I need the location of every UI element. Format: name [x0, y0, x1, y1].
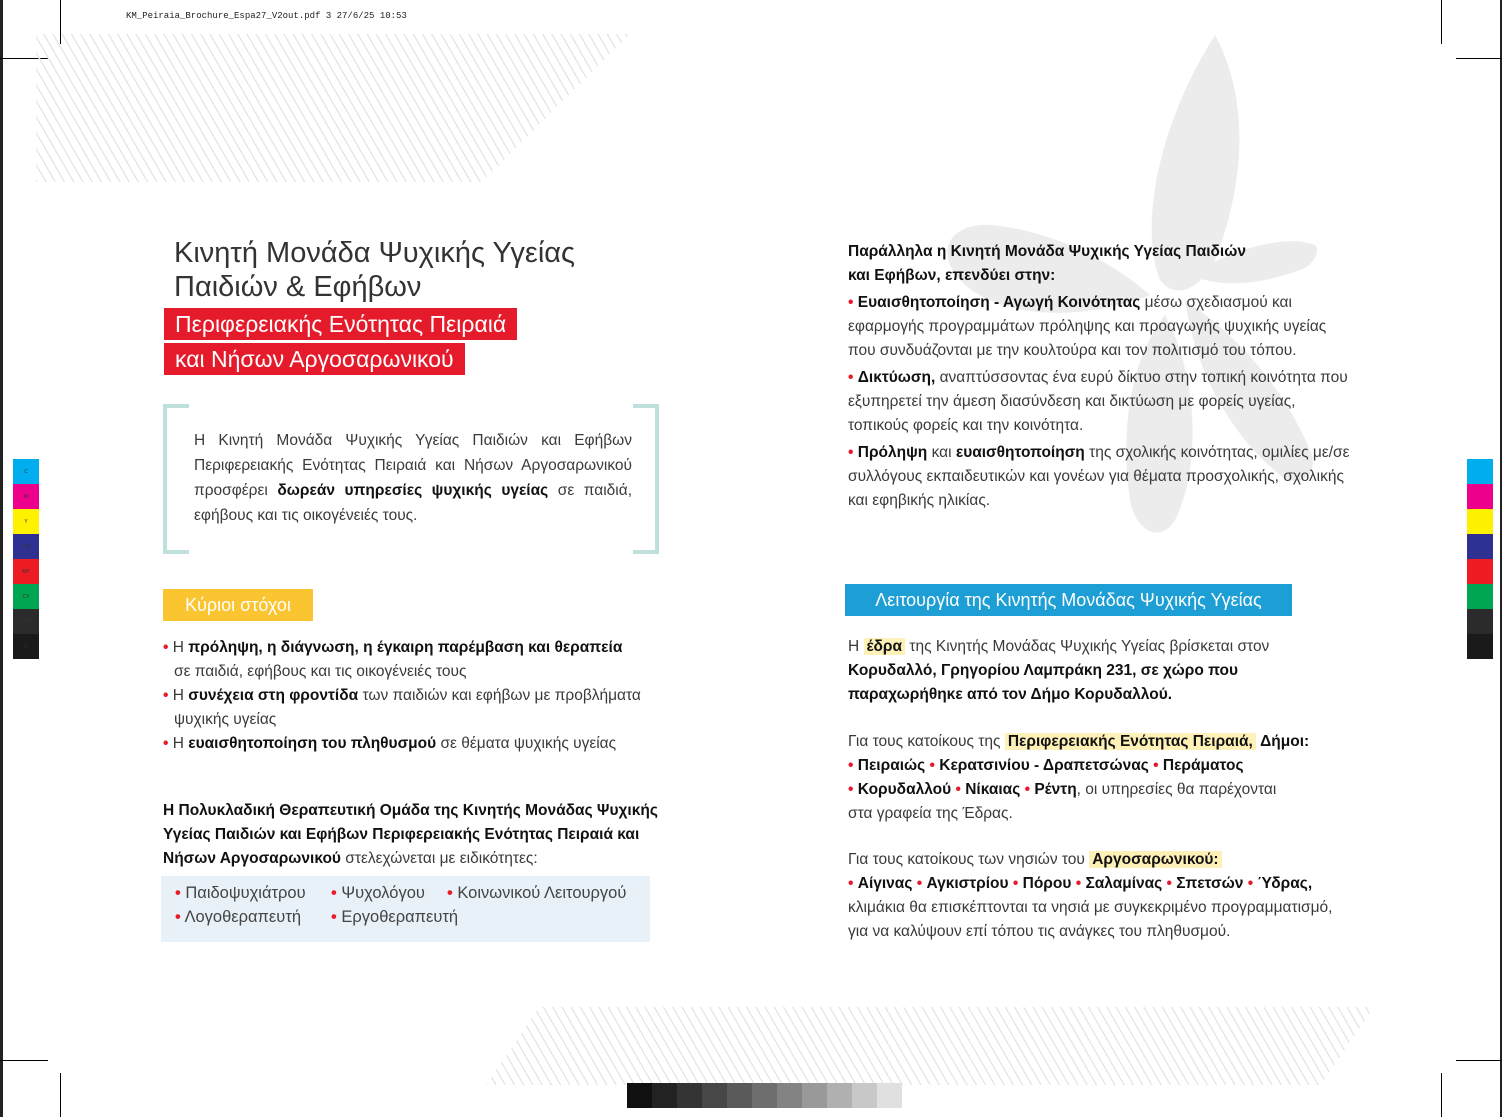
swatch-c: C	[13, 459, 39, 484]
title-highlight-line1: Περιφερειακής Ενότητας Πειραιά	[164, 308, 517, 340]
bullet-dot: •	[163, 735, 169, 752]
goal-item: • Η ευαισθητοποίηση του πληθυσμού σε θέματα ψυχικής υγείας	[163, 735, 617, 752]
swatch-my	[1467, 559, 1493, 584]
islands-paragraph: Για τους κατοίκους των νησιών του Αργοσαρωνικού: • Αίγινας • Αγκιστρίου • Πόρου • Σαλαμίνας • Σπετσών • Ύδρας, κλιμάκια θα επισκέπτονται τα νησιά με συγκεκριμένο προγραμματισμό, για να καλύψουν επί τόπου τις ανάγκες του πληθυσμού.	[848, 851, 1333, 940]
crop-mark	[0, 1060, 48, 1061]
swatch-cy: CY	[13, 584, 39, 609]
page-title-line1: Κινητή Μονάδα Ψυχικής Υγείας	[174, 237, 576, 269]
gray-step	[777, 1083, 802, 1108]
swatch-y: Y	[13, 509, 39, 534]
hatch-band-top	[36, 34, 630, 182]
seat-highlight: έδρα	[864, 638, 906, 655]
swatch-cm	[1467, 534, 1493, 559]
swatch-my: MY	[13, 559, 39, 584]
swatch-k: K	[13, 634, 39, 659]
gray-step	[852, 1083, 877, 1108]
crop-mark	[1456, 1060, 1502, 1061]
specialty-item: • Κοινωνικού Λειτουργού	[447, 884, 627, 902]
page-title-line2: Παιδιών & Εφήβων	[174, 271, 422, 303]
hatch-band-bottom	[486, 1007, 1374, 1085]
gray-step	[677, 1083, 702, 1108]
islands-highlight: Αργοσαρωνικού:	[1089, 851, 1221, 868]
quote-bracket-right	[633, 404, 659, 554]
goal-item: • Η συνέχεια στη φροντίδα των παιδιών και εφήβων με προβλήματα ψυχικής υγείας	[163, 687, 641, 728]
bullet-dot: •	[163, 687, 169, 704]
gray-step	[702, 1083, 727, 1108]
right-intro: Παράλληλα η Κινητή Μονάδα Ψυχικής Υγείας Παιδιών και Εφήβων, επενδύει στην:	[848, 243, 1246, 284]
swatch-cm: CM	[13, 534, 39, 559]
file-slug: KM_Peiraia_Brochure_Espa27_V2out.pdf 3 27/6/25 10:53	[126, 11, 407, 21]
right-bullet-item: • Πρόληψη και ευαισθητοποίηση της σχολικής κοινότητας, ομιλίες με/σε συλλόγους εκπαιδευτικών και γονέων για θέματα προσχολικής, σχολικής και εφηβικής ηλικίας.	[848, 444, 1350, 509]
swatch-cmy	[1467, 609, 1493, 634]
right-bullet-item: • Δικτύωση, αναπτύσσοντας ένα ευρύ δίκτυο στην τοπική κοινότητα που εξυπηρετεί την άμεση διασύνδεση και δικτύωση με φορείς υγείας, τοπικούς φορείς και την κοινότητα.	[848, 369, 1348, 434]
goals-badge: Κύριοι στόχοι	[163, 589, 313, 621]
seat-paragraph: Η έδρα της Κινητής Μονάδας Ψυχικής Υγείας βρίσκεται στον Κορυδαλλό, Γρηγορίου Λαμπράκη 231, σε χώρο που παραχωρήθηκε από τον Δήμο Κορυδαλλού.	[848, 638, 1270, 703]
piraeus-highlight: Περιφερειακής Ενότητας Πειραιά,	[1005, 733, 1256, 750]
swatch-cy	[1467, 584, 1493, 609]
gray-step	[877, 1083, 902, 1108]
gray-step	[627, 1083, 652, 1108]
specialty-item: • Παιδοψυχιάτρου	[175, 884, 306, 902]
color-swatches-right	[1467, 459, 1493, 659]
gray-step-bar	[627, 1083, 902, 1108]
specialty-item: • Εργοθεραπευτή	[331, 908, 459, 926]
intro-text: Η Κινητή Μονάδα Ψυχικής Υγείας Παιδιών και Εφήβων Περιφερειακής Ενότητας Πειραιά και Νήσων Αργοσαρωνικού προσφέρει δωρεάν υπηρεσίες ψυχικής υγείας σε παιδιά, εφήβους και τις οικογένειές τους.	[194, 432, 632, 524]
swatch-y	[1467, 509, 1493, 534]
goal-rest: των παιδιών και εφήβων με προβλήματα	[362, 687, 641, 704]
bullet-dot: •	[163, 639, 169, 656]
crop-mark	[1441, 0, 1442, 44]
specialties-box	[161, 876, 650, 942]
color-swatches-left	[13, 459, 39, 659]
swatch-m: M	[13, 484, 39, 509]
crop-mark	[1441, 1073, 1442, 1117]
gray-step	[752, 1083, 777, 1108]
swatch-k	[1467, 634, 1493, 659]
piraeus-paragraph: Για τους κατοίκους της Περιφερειακής Ενότητας Πειραιά, Δήμοι: • Πειραιώς • Κερατσινίου - Δραπετσώνας • Περάματος • Κορυδαλλού • Νίκαιας • Ρέντη, οι υπηρεσίες θα παρέχονται στα γραφεία της Έδρας.	[848, 733, 1310, 822]
quote-bracket-left	[163, 404, 189, 554]
gray-step	[827, 1083, 852, 1108]
swatch-c	[1467, 459, 1493, 484]
gray-step	[802, 1083, 827, 1108]
specialty-item: • Ψυχολόγου	[331, 884, 425, 902]
crop-mark	[1456, 58, 1502, 59]
goal-item: • Η πρόληψη, η διάγνωση, η έγκαιρη παρέμβαση και θεραπεία σε παιδιά, εφήβους και τις οικογένειές τους	[163, 639, 623, 680]
swatch-m	[1467, 484, 1493, 509]
gray-step	[727, 1083, 752, 1108]
swatch-cmy: CMY	[13, 609, 39, 634]
team-text: Η Πολυκλαδική Θεραπευτική Ομάδα της Κινητής Μονάδας Ψυχικής Υγείας Παιδιών και Εφήβων Περιφερειακής Ενότητας Πειραιά και Νήσων Αργοσαρωνικού στελεχώνεται με ειδικότητες:	[163, 802, 658, 867]
page-edge-left	[0, 0, 3, 1117]
operation-badge: Λειτουργία της Κινητής Μονάδας Ψυχικής Υγείας	[845, 584, 1292, 616]
crop-mark	[60, 1073, 61, 1117]
title-highlight-line2: και Νήσων Αργοσαρωνικού	[164, 343, 465, 375]
gray-step	[652, 1083, 677, 1108]
right-bullet-item: • Ευαισθητοποίηση - Αγωγή Κοινότητας μέσω σχεδιασμού και εφαρμογής προγραμμάτων πρόληψης και προαγωγής ψυχικής υγείας που συνδυάζονται με την κουλτούρα και τον πολιτισμό του τόπου.	[848, 294, 1327, 359]
intro-bold: δωρεάν υπηρεσίες ψυχικής υγείας	[277, 482, 549, 499]
right-bullets	[848, 291, 1358, 513]
goals-list	[163, 636, 683, 756]
specialty-item: • Λογοθεραπευτή	[175, 908, 302, 926]
